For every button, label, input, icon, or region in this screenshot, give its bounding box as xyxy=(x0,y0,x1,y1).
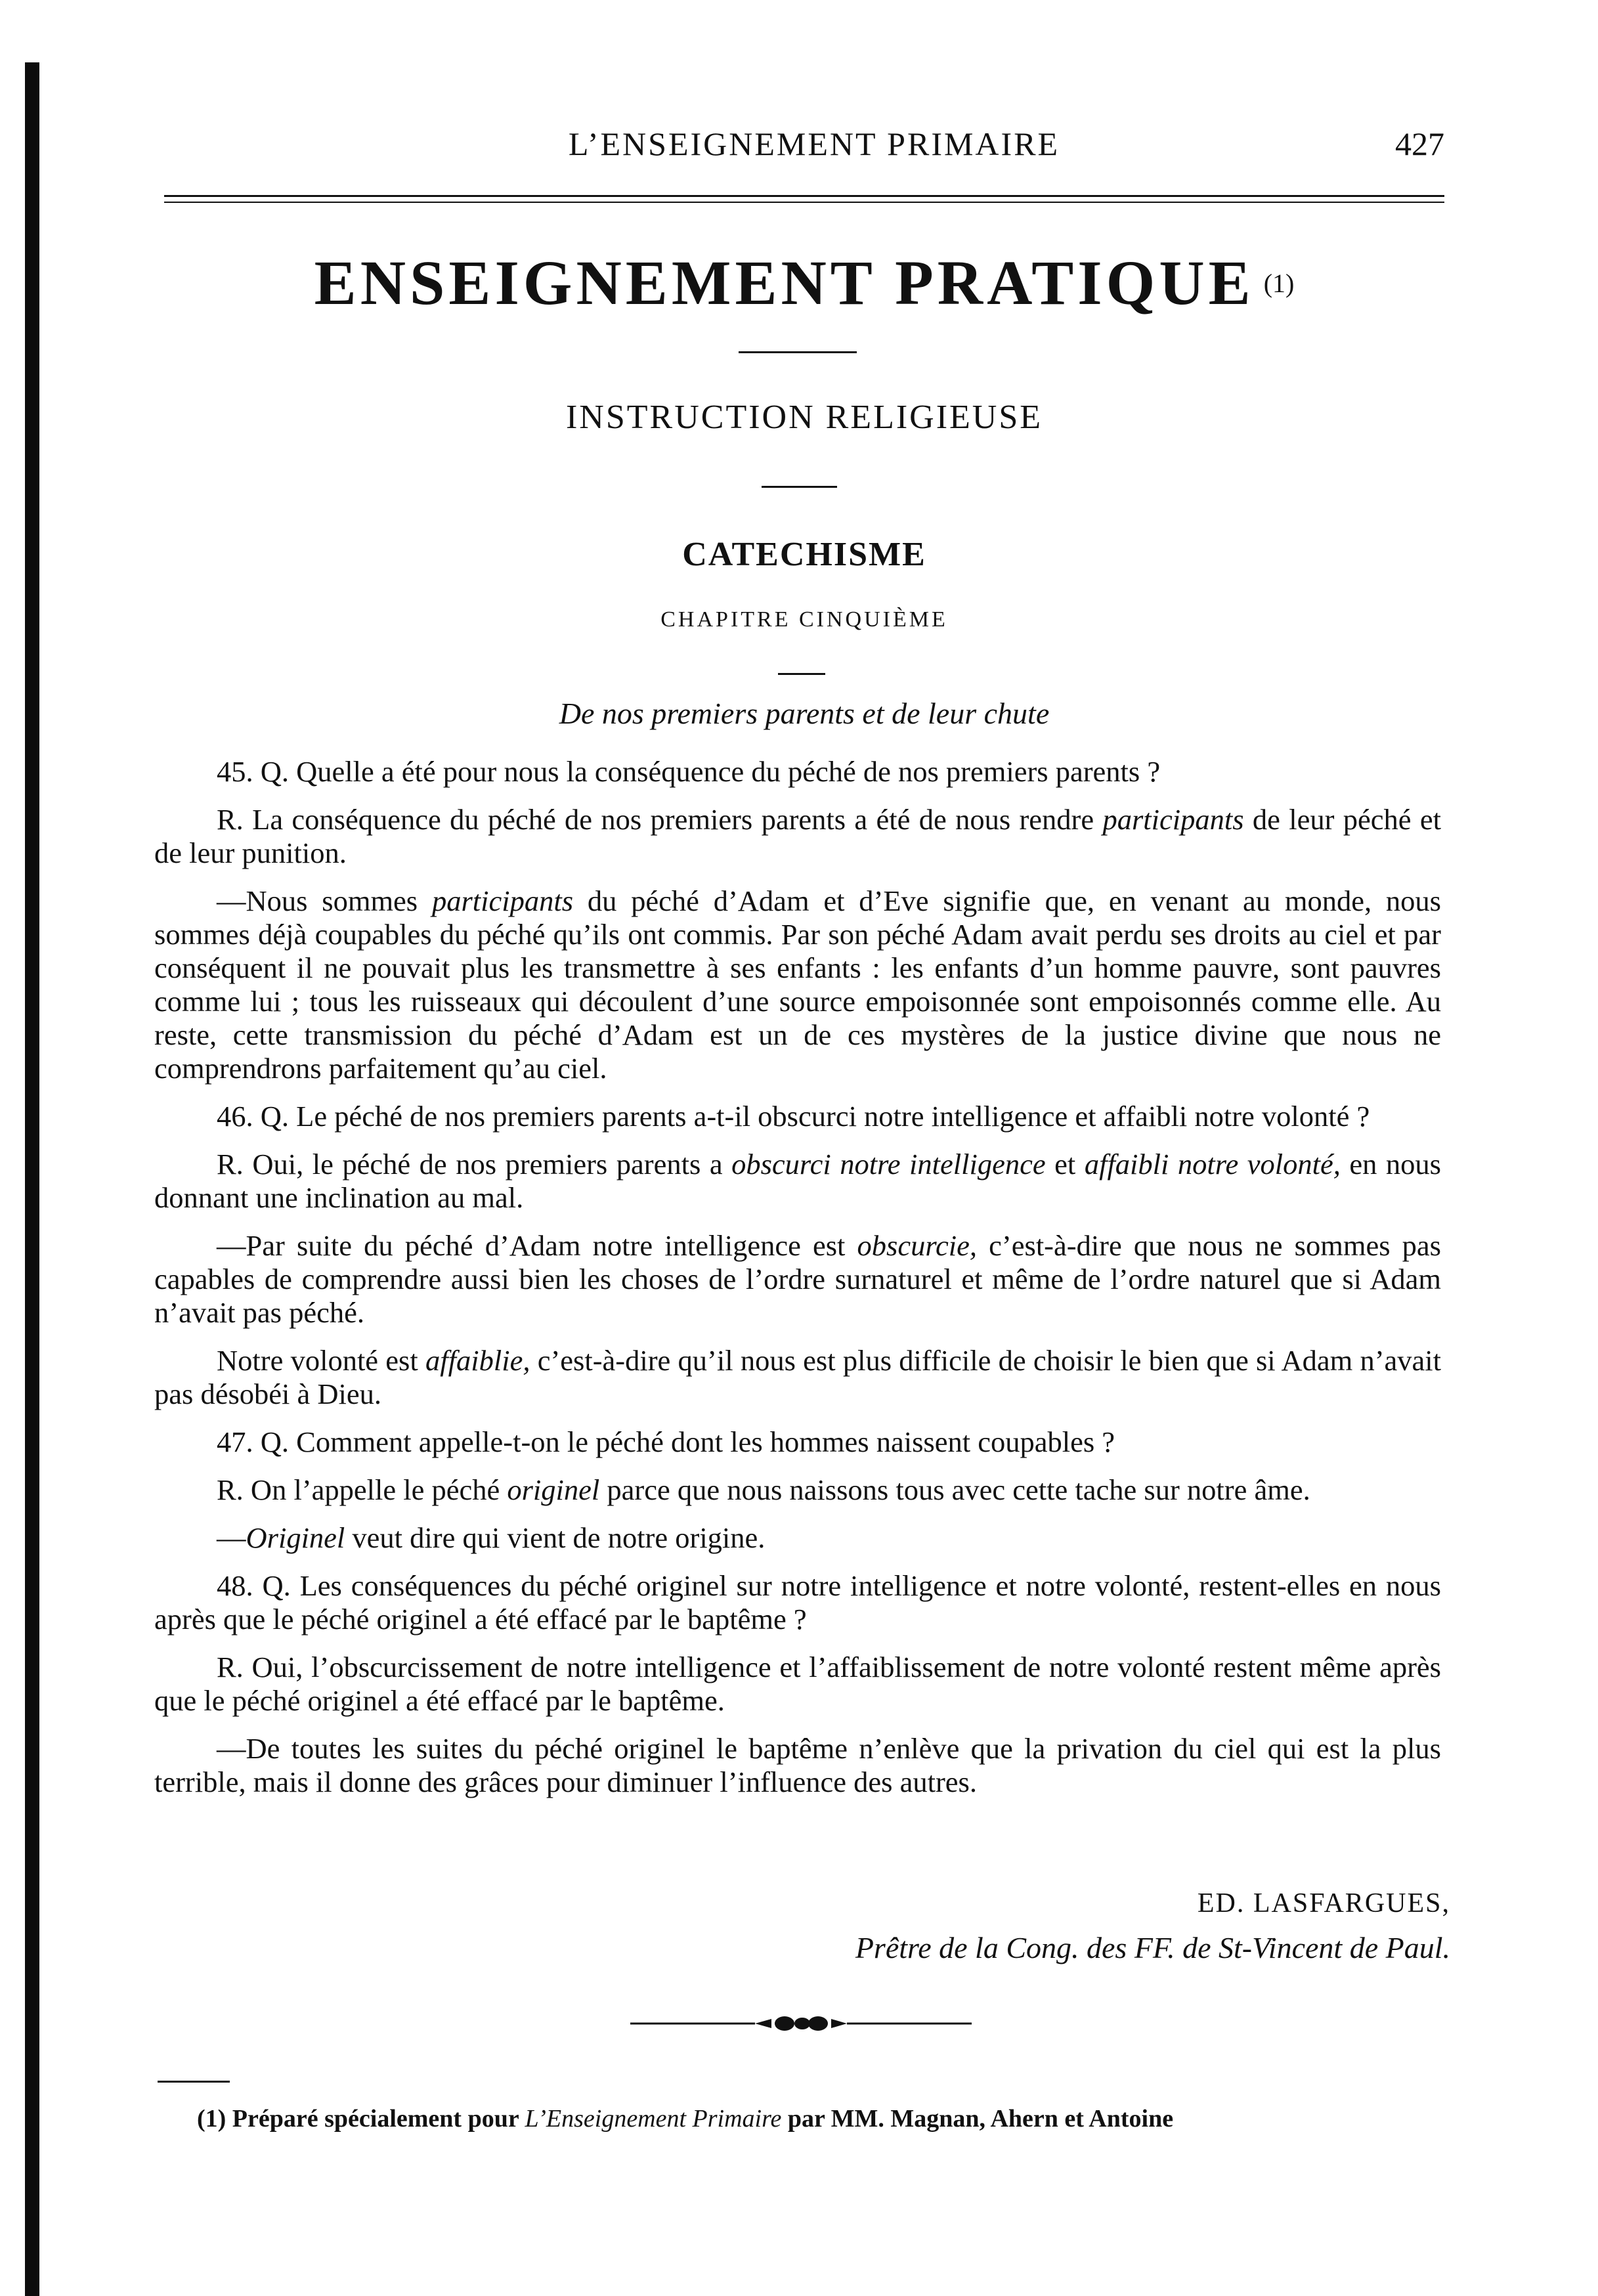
italic-text: obscurcie, xyxy=(857,1229,978,1262)
page-number: 427 xyxy=(1395,125,1444,162)
text-run: — xyxy=(217,1521,246,1554)
body-paragraph xyxy=(154,1473,1441,1507)
text-run: 45. Q. Quelle a été pour nous la conséquence du péché de nos premiers parents ? xyxy=(217,755,1161,788)
body-paragraph xyxy=(154,1100,1441,1133)
text-run: 47. Q. Comment appelle-t-on le péché dont les hommes naissent coupables ? xyxy=(217,1425,1115,1458)
text-run: et xyxy=(1045,1148,1085,1180)
author-title: Prêtre de la Cong. des FF. de St-Vincent de Paul. xyxy=(855,1931,1450,1964)
body-paragraph xyxy=(154,1569,1441,1636)
text-run: —Par suite du péché d’Adam notre intelligence est xyxy=(217,1229,857,1262)
text-run: R. La conséquence du péché de nos premiers parents a été de nous rendre xyxy=(217,803,1103,836)
body-paragraph xyxy=(154,1344,1441,1411)
body-paragraph xyxy=(154,755,1441,789)
text-run: —Nous sommes xyxy=(217,884,432,917)
main-title xyxy=(164,246,1444,319)
text-run: R. On l’appelle le péché xyxy=(217,1473,507,1506)
text-run: du péché d’Adam et d’Eve signifie que, en venant au monde, nous sommes déjà coupables du péché qu’ils ont commis. Par son péché Adam avait perdu ses droits au ciel et par conséquent il ne pouvait plus les transmettre à ses enfants : les enfants d’un homme pauvre, sont pauvres comme lui ; tous les ruisseaux qui découlent d’une source empoisonnée sont empoisonnés comme elle. Au reste, cette transmission du péché d’Adam est un de ces mystères de la justice divine que nous ne comprendrons parfaitement qu’au ciel. xyxy=(154,884,1441,1085)
footnote xyxy=(197,2104,1444,2133)
sub-title: CATECHISME xyxy=(682,536,926,573)
footnote-rule xyxy=(158,2081,230,2083)
text-run: Notre volonté est xyxy=(217,1344,425,1377)
italic-text: originel xyxy=(507,1473,600,1506)
italic-text: obscurci notre intelligence xyxy=(731,1148,1046,1180)
footnote-reference: (1) xyxy=(1263,269,1295,298)
text-run: 46. Q. Le péché de nos premiers parents a-t-il obscurci notre intelligence et affaibli notre volonté ? xyxy=(217,1100,1370,1133)
body-paragraph xyxy=(154,803,1441,870)
lesson-title: De nos premiers parents et de leur chute xyxy=(559,697,1050,730)
main-title-text: ENSEIGNEMENT PRATIQUE xyxy=(314,248,1255,318)
page-header xyxy=(164,125,1444,171)
text-run: de leur péché et de leur punition. xyxy=(154,803,1441,869)
italic-text: Originel xyxy=(246,1521,345,1554)
italic-text: participants xyxy=(1102,803,1244,836)
running-head: L’ENSEIGNEMENT PRIMAIRE xyxy=(568,125,1060,162)
divider-rule xyxy=(778,673,825,675)
text-run: —De toutes les suites du péché originel le baptême n’enlève que la privation du ciel qui est la plus terrible, mais il donne des grâces pour diminuer l’influence des autres. xyxy=(154,1732,1441,1798)
footnote-rest: par MM. Magnan, Ahern et Antoine xyxy=(781,2105,1174,2133)
text-run: R. Oui, l’obscurcissement de notre intelligence et l’affaiblissement de notre volonté restent même après que le péché originel a été effacé par le baptême. xyxy=(154,1651,1441,1717)
body-paragraph xyxy=(154,1229,1441,1330)
divider-rule xyxy=(762,486,837,488)
header-rule xyxy=(164,195,1444,203)
body-paragraph xyxy=(154,1425,1441,1459)
text-run: veut dire qui vient de notre origine. xyxy=(345,1521,766,1554)
footnote-marker: (1) Préparé spécialement pour xyxy=(197,2105,525,2133)
ornament-divider xyxy=(630,2010,972,2037)
text-run: 48. Q. Les conséquences du péché originel sur notre intelligence et notre volonté, restent-elles en nous après que le péché originel a été effacé par le baptême ? xyxy=(154,1569,1441,1635)
chapter-heading: CHAPITRE CINQUIÈME xyxy=(660,607,948,632)
section-title: INSTRUCTION RELIGIEUSE xyxy=(565,399,1043,436)
body-paragraph xyxy=(154,1732,1441,1799)
text-run: c’est-à-dire que nous ne sommes pas capables de comprendre aussi bien les choses de l’ordre surnaturel et même de l’ordre naturel que si Adam n’avait pas péché. xyxy=(154,1229,1441,1329)
footnote-publication: L’Enseignement Primaire xyxy=(525,2105,782,2133)
divider-rule xyxy=(739,351,857,353)
italic-text: affaiblie, xyxy=(425,1344,530,1377)
body-paragraph xyxy=(154,1521,1441,1555)
text-run: en nous donnant une inclination au mal. xyxy=(154,1148,1441,1214)
text-run: parce que nous naissons tous avec cette tache sur notre âme. xyxy=(599,1473,1310,1506)
text-run: c’est-à-dire qu’il nous est plus difficile de choisir le bien que si Adam n’avait pas désobéi à Dieu. xyxy=(154,1344,1441,1410)
catechism-body xyxy=(154,755,1441,1813)
italic-text: affaibli notre volonté, xyxy=(1084,1148,1341,1180)
binding-edge xyxy=(25,62,39,2296)
italic-text: participants xyxy=(431,884,574,917)
author-signature: ED. LASFARGUES, xyxy=(1197,1888,1450,1918)
body-paragraph xyxy=(154,1148,1441,1215)
body-paragraph xyxy=(154,884,1441,1085)
body-paragraph xyxy=(154,1651,1441,1718)
text-run: R. Oui, le péché de nos premiers parents a xyxy=(217,1148,732,1180)
